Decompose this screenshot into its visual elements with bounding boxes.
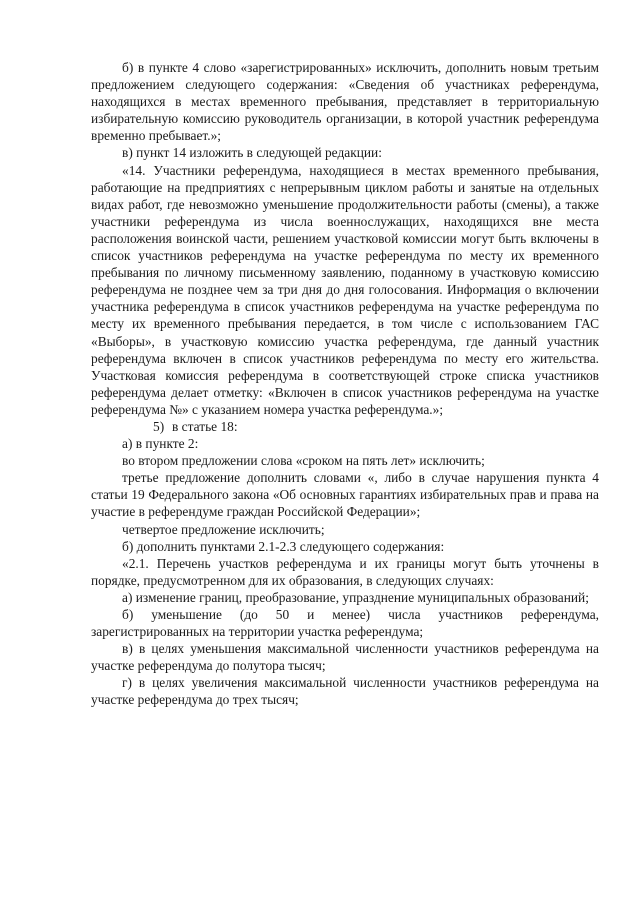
paragraph-fourth-sentence: четвертое предложение исключить; <box>122 521 325 537</box>
paragraph-case-b: б) уменьшение (до 50 и менее) числа участников референдума, зарегистрированных на территории участка референдума; <box>91 607 599 640</box>
paragraph-item-a-point2: а) в пункте 2: <box>122 436 199 452</box>
paragraph-point14-text: «14. Участники референдума, находящиеся в местах временного пребывания, работающие на предприятиях с непрерывным циклом работы и занятые на отдельных видах работ, где невозможно уменьшение продолжительности работы (смены), а также участники референдума из числа военнослужащих, находящихся вне места расположения воинской части, решением участковой комиссии могут быть включены в список участников референдума на участке референдума по месту их временного пребывания по личному письменному заявлению, поданному в участковую комиссию референдума не позднее чем за три дня до дня голосования. Информация о включении участника референдума в список участников референдума на участке референдума по месту их временного пребывания передается, в том числе с использованием ГАС «Выборы», в участковую комиссию участка референдума, где данный участник референдума включен в список участников референдума по месту его жительства. Участковая комиссия референдума в соответствующей строке списка участников референдума делает отметку: «Включен в список участников референдума на участке референдума №» с указанием номера участка референдума.»; <box>91 162 599 417</box>
paragraph-case-g: г) в целях увеличения максимальной численности участников референдума на участке референдума до трех тысяч; <box>91 675 599 708</box>
paragraph-item-b-point4: б) в пункте 4 слово «зарегистрированных» исключить, дополнить новым третьим предложением следующего содержания: «Сведения об участниках референдума, находящихся в местах временного пребывания, представляет в территориальную избирательную комиссию руководитель организации, в которой участник референдума временно пребывает.»; <box>91 60 599 144</box>
paragraph-add-points: б) дополнить пунктами 2.1-2.3 следующего содержания: <box>122 538 445 554</box>
paragraph-second-sentence: во втором предложении слова «сроком на пять лет» исключить; <box>122 453 485 469</box>
paragraph-case-a: а) изменение границ, преобразование, упразднение муниципальных образований; <box>122 589 589 605</box>
paragraph-item-v-point14: в) пункт 14 изложить в следующей редакции: <box>122 145 382 161</box>
item5-text: в статье 18: <box>172 418 238 434</box>
paragraph-case-v: в) в целях уменьшения максимальной численности участников референдума на участке референдума до полутора тысяч; <box>91 641 599 674</box>
paragraph-point2-1: «2.1. Перечень участков референдума и их границы могут быть уточнены в порядке, предусмотренном для их образования, в следующих случаях: <box>91 555 599 588</box>
paragraph-third-sentence: третье предложение дополнить словами «, либо в случае нарушения пункта 4 статьи 19 Федерального закона «Об основных гарантиях избирательных прав и права на участие в референдуме граждан Российской Федерации»; <box>91 470 599 520</box>
document-body <box>91 59 599 709</box>
paragraph-item5 <box>91 418 599 435</box>
item5-number: 5) <box>153 418 165 434</box>
